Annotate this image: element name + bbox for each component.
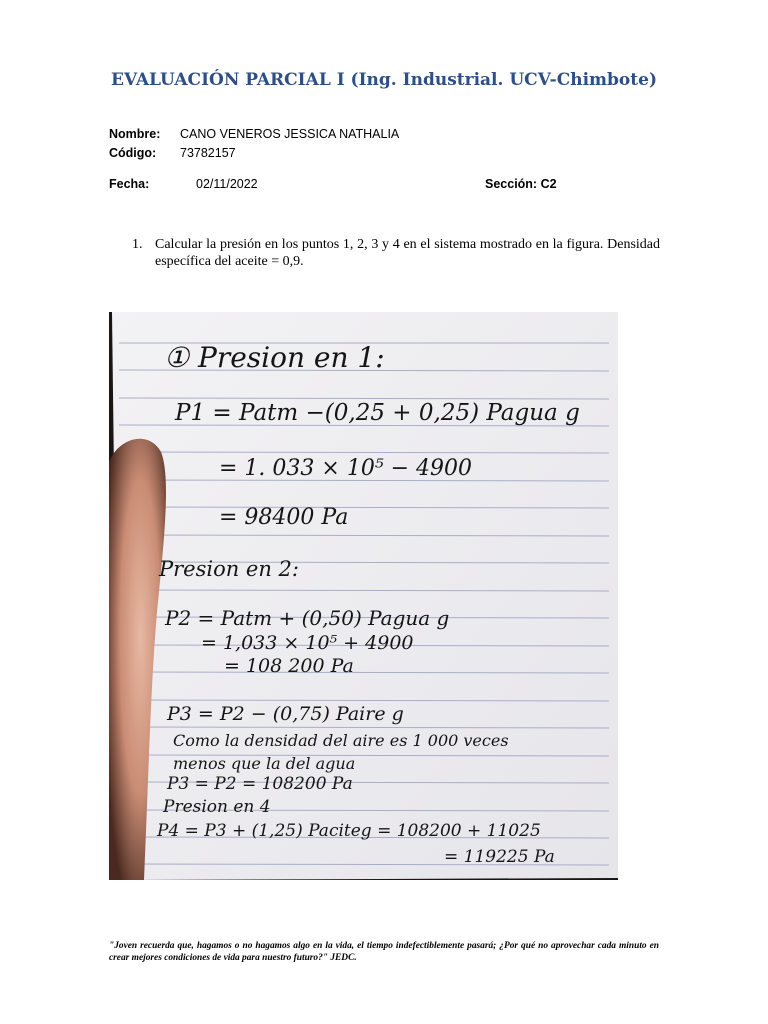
page-title: EVALUACIÓN PARCIAL I (Ing. Industrial. UCV-Chimbote) [111,70,657,90]
handwritten-line: P3 = P2 − (0,75) Paire g [167,703,404,725]
code-label: Código: [109,146,157,160]
question-number: 1. [132,237,143,252]
handwritten-line: = 108 200 Pa [224,655,354,677]
handwritten-line: menos que la del agua [173,754,356,773]
handwritten-line: P4 = P3 + (1,25) Paciteg = 108200 + 11025 [157,821,541,841]
question-1 [132,236,660,270]
handwritten-line: P1 = Patm −(0,25 + 0,25) Pagua g [175,400,580,426]
handwritten-line: ① Presion en 1: [164,341,385,374]
handwritten-line: P2 = Patm + (0,50) Pagua g [165,606,450,630]
date-value: 02/11/2022 [196,177,258,191]
handwritten-line: Presion en 2: [159,557,299,581]
handwritten-line: P3 = P2 = 108200 Pa [167,774,353,794]
code-value: 73782157 [180,146,236,160]
handwritten-line: Como la densidad del aire es 1 000 veces [173,731,509,750]
handwritten-line: Presion en 4 [163,797,271,817]
note-paper [112,312,618,880]
handwritten-solution-photo [109,312,618,880]
section-label: Sección: C2 [485,177,557,191]
handwritten-line: = 1. 033 × 10⁵ − 4900 [219,456,473,481]
handwritten-line: = 98400 Pa [219,505,349,530]
footer-quote: "Joven recuerda que, hagamos o no hagamos algo en la vida, el tiempo indefectiblemente pasará; ¿Por qué no aprovechar cada minuto en crear mejores condiciones de vida para nuestro futuro?" JEDC. [109,941,659,963]
name-value: CANO VENEROS JESSICA NATHALIA [180,127,400,141]
question-text: Calcular la presión en los puntos 1, 2, 3 y 4 en el sistema mostrado en la figura. Densidad específica del aceite = 0,9. [155,237,660,269]
handwritten-line: = 119225 Pa [444,847,555,867]
handwritten-line: = 1,033 × 10⁵ + 4900 [201,632,414,654]
name-label: Nombre: [109,127,161,141]
date-label: Fecha: [109,177,150,191]
